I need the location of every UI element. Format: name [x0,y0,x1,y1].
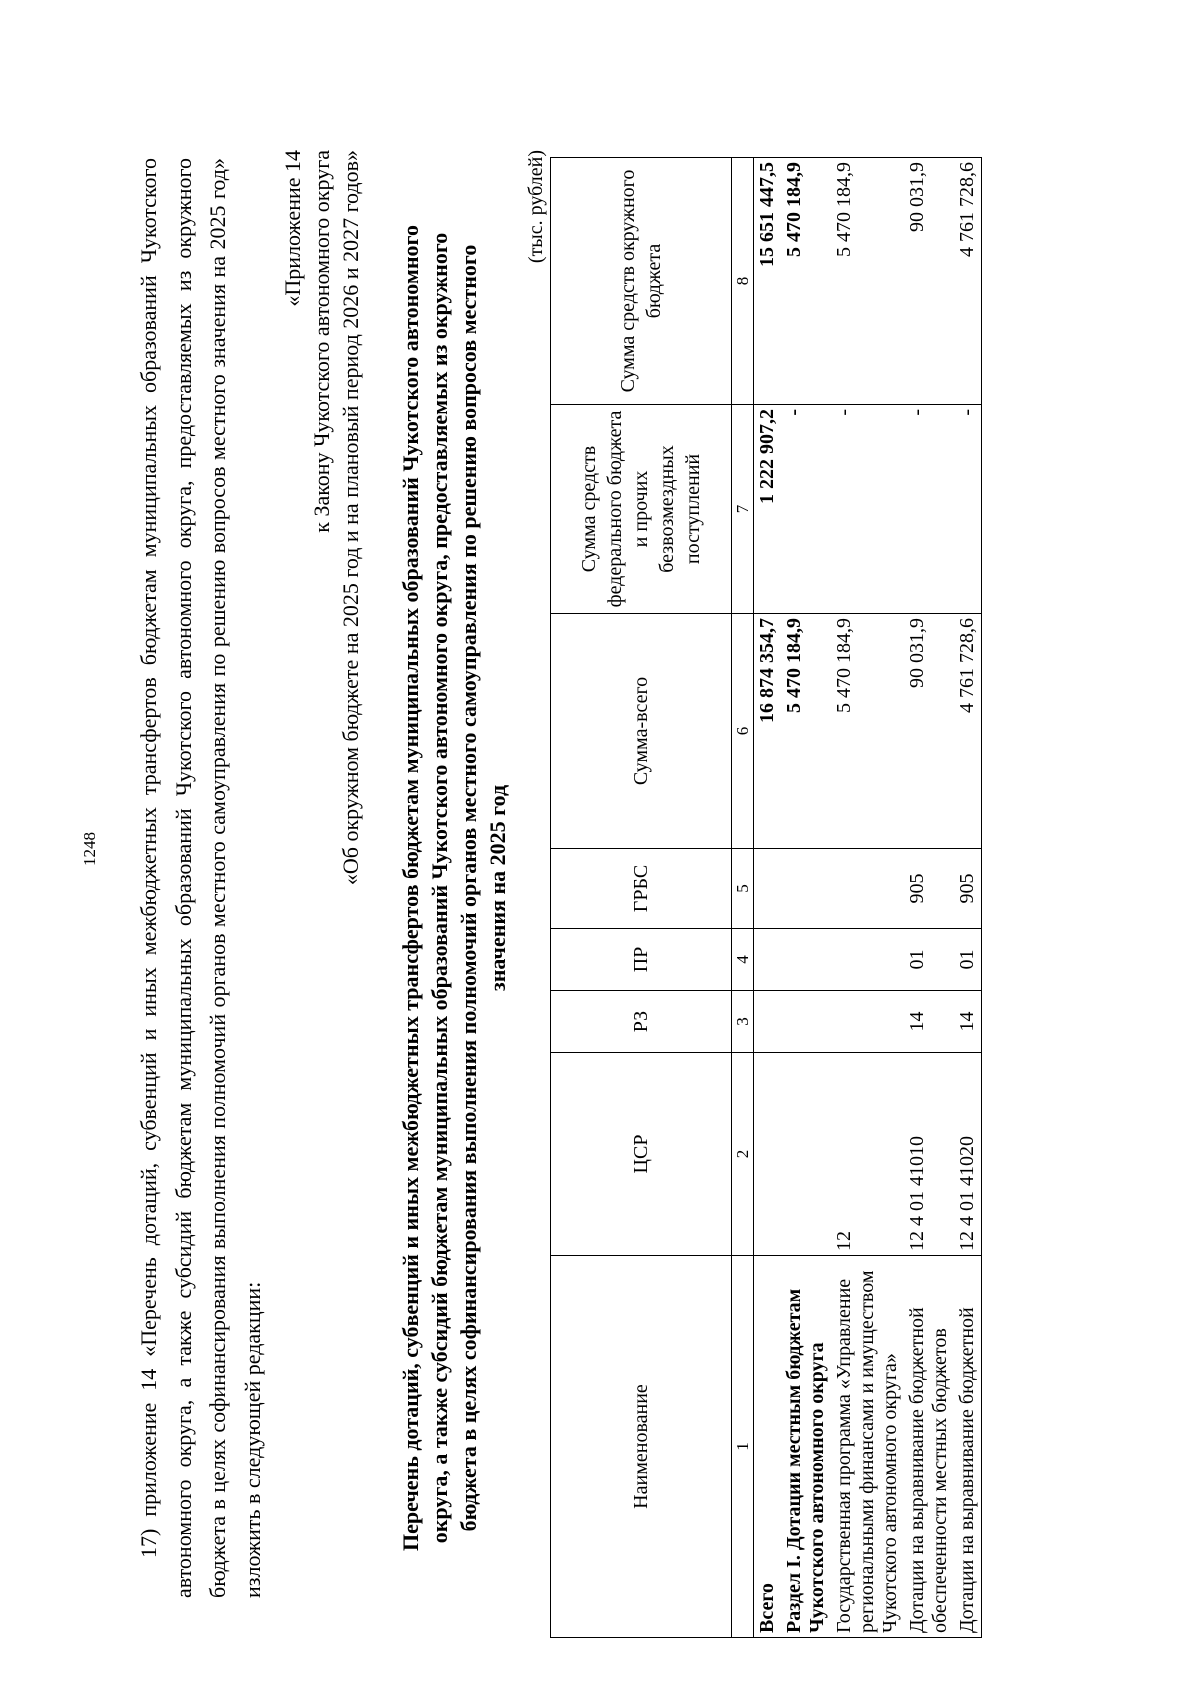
header-grbs: ГРБС [551,849,732,929]
row-pr [831,929,904,991]
row-name: Раздел I. Дотации местным бюджетам Чукотского автономного округа [781,1256,831,1638]
table-row [754,158,782,1638]
row-pr: 01 [904,929,954,991]
column-number: 2 [732,1053,754,1256]
row-federal: 1 222 907,2 [754,405,782,614]
row-total: 90 031,9 [904,614,954,849]
table-title: Перечень дотаций, субвенций и иных межбюджетных трансфертов бюджетам муниципальных образований Чукотского автономного округа, а также субсидий бюджетам муниципальных образований Чукотского автономного округа, предоставляемых из окружного бюджета в целях софинансирования выполнения полномочий органов местного самоуправления по решению вопросов местного значения на 2025 год [398,225,510,1551]
row-csr [754,1053,782,1256]
appendix-line-3: «Об окружном бюджете на 2025 год и на плановый период 2026 и 2027 годов» [338,150,363,886]
row-district: 15 651 447,5 [754,158,782,405]
column-number-row [732,158,754,1638]
table-row [781,158,831,1638]
header-csr: ЦСР [551,1053,732,1256]
table-row [831,158,904,1638]
table-row [954,158,982,1638]
header-district: Сумма средств окружного бюджета [551,158,732,405]
column-number: 4 [732,929,754,991]
appendix-line-1: «Приложение 14 [280,150,305,307]
row-pr: 01 [954,929,982,991]
row-federal: - [954,405,982,614]
row-pr [754,929,782,991]
row-total: 5 470 184,9 [831,614,904,849]
table-row [904,158,954,1638]
header-total: Сумма-всего [551,614,732,849]
row-grbs [781,849,831,929]
header-rz: РЗ [551,991,732,1053]
appendix-line-2: к Закону Чукотского автономного округа [309,150,334,533]
intro-paragraph: 17) приложение 14 «Перечень дотаций, субвенций и иных межбюджетных трансфертов бюджетам муниципальных образований Чукотского автономного округа, а также субсидий бюджетам муниципальных образований Чукотского автономного округа, предоставляемых из окружного бюджета в целях софинансирования выполнения полномочий органов местного самоуправления по решению вопросов местного значения на 2025 год» изложить в следующей редакции: [136,158,265,1598]
column-number: 8 [732,158,754,405]
appendix-reference [278,150,365,885]
header-pr: ПР [551,929,732,991]
row-federal: - [904,405,954,614]
header-federal: Сумма средств федерального бюджета и прочих безвозмездных поступлений [551,405,732,614]
row-district: 90 031,9 [904,158,954,405]
row-rz [781,991,831,1053]
column-number: 5 [732,849,754,929]
units-label: (тыс. рублей) [525,150,547,264]
row-district: 4 761 728,6 [954,158,982,405]
row-district: 5 470 184,9 [831,158,904,405]
column-number: 7 [732,405,754,614]
row-csr: 12 4 01 41020 [954,1053,982,1256]
row-csr [781,1053,831,1256]
column-number: 3 [732,991,754,1053]
row-csr: 12 4 01 41010 [904,1053,954,1256]
row-csr: 12 [831,1053,904,1256]
column-number: 6 [732,614,754,849]
row-name: Государственная программа «Управление региональными финансами и имуществом Чукотского автономного округа» [831,1256,904,1638]
row-total: 4 761 728,6 [954,614,982,849]
transfers-table [550,157,982,1638]
row-federal: - [831,405,904,614]
row-grbs [831,849,904,929]
row-name: Всего [754,1256,782,1638]
row-total: 16 874 354,7 [754,614,782,849]
row-grbs: 905 [904,849,954,929]
table-header-row [551,158,732,1638]
row-district: 5 470 184,9 [781,158,831,405]
row-pr [781,929,831,991]
row-name: Дотации на выравнивание бюджетной [954,1256,982,1638]
row-federal: - [781,405,831,614]
row-rz: 14 [954,991,982,1053]
row-rz [831,991,904,1053]
header-name: Наименование [551,1256,732,1638]
row-name: Дотации на выравнивание бюджетной обеспеченности местных бюджетов [904,1256,954,1638]
row-rz [754,991,782,1053]
row-rz: 14 [904,991,954,1053]
row-total: 5 470 184,9 [781,614,831,849]
column-number: 1 [732,1256,754,1638]
row-grbs [754,849,782,929]
page-number: 1248 [80,832,99,866]
row-grbs: 905 [954,849,982,929]
